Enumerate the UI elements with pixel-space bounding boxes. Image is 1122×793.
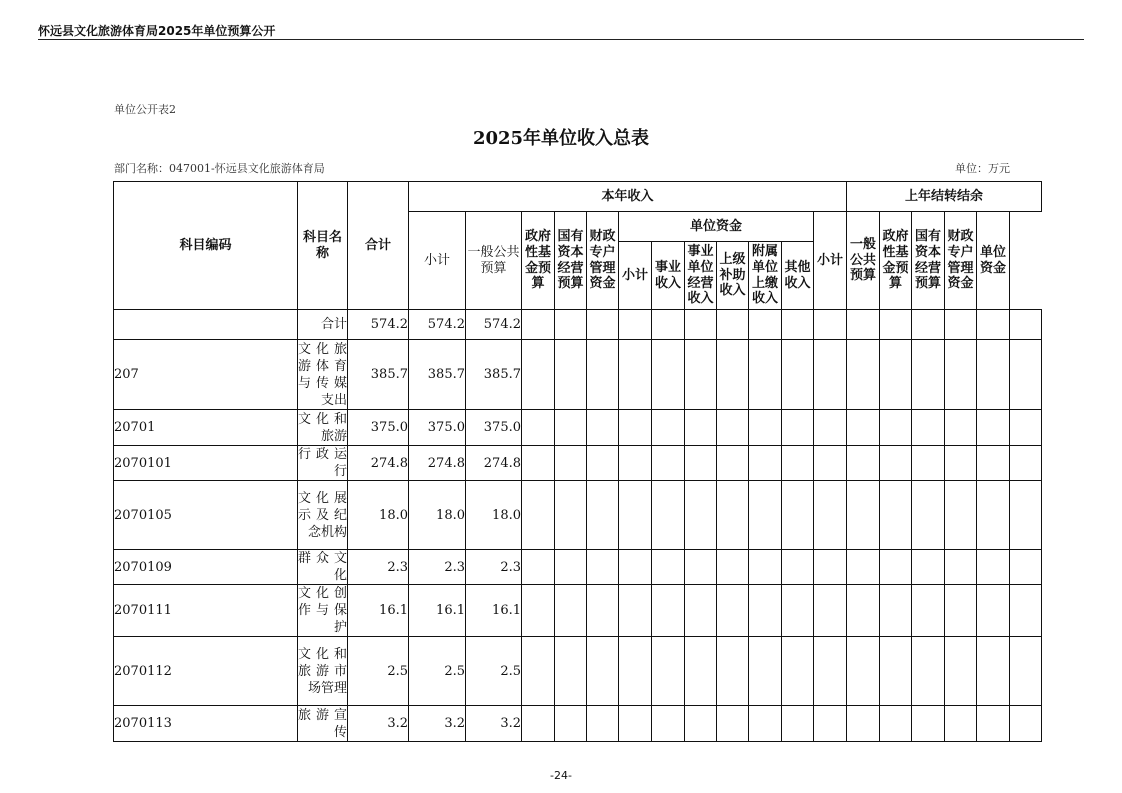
empty-cell [619,706,652,742]
table-row [114,550,1042,585]
row-subtotal: 574.2 [409,310,466,340]
row-name: 旅游宣传 [298,707,347,740]
empty-cell [912,637,945,706]
row-name: 合计 [298,310,348,340]
row-subtotal: 385.7 [409,340,466,410]
empty-cell [619,446,652,481]
empty-cell [782,310,814,340]
empty-cell [717,481,749,550]
empty-cell [814,310,847,340]
table-row [114,481,1042,550]
row-subtotal: 2.5 [409,637,466,706]
col-header-current-year: 本年收入 [409,182,847,212]
empty-cell [1010,585,1042,637]
row-general-budget: 2.3 [466,550,522,585]
col-header-superior-subsidy: 上级补助收入 [717,242,749,310]
empty-cell [749,310,782,340]
empty-cell [880,550,912,585]
empty-cell [652,585,685,637]
col-header-subtotal: 小计 [409,212,466,310]
empty-cell [652,706,685,742]
empty-cell [977,340,1010,410]
row-general-budget: 18.0 [466,481,522,550]
empty-cell [522,340,555,410]
unit-label: 单位：万元 [955,162,1010,175]
col-header-gov-fund: 政府性基金预算 [522,212,555,310]
empty-cell [880,637,912,706]
empty-cell [1010,410,1042,446]
col-header-business-unit-income: 事业单位经营收入 [685,242,717,310]
empty-cell [977,446,1010,481]
empty-cell [717,706,749,742]
row-subtotal: 375.0 [409,410,466,446]
table-row [114,340,1042,410]
row-code [114,310,298,340]
table-row [114,637,1042,706]
empty-cell [880,410,912,446]
department-label: 部门名称：047001-怀远县文化旅游体育局 [114,162,325,175]
empty-cell [1010,340,1042,410]
empty-cell [587,481,619,550]
empty-cell [847,310,880,340]
row-name: 文化和旅游 [298,411,347,444]
empty-cell [685,637,717,706]
empty-cell [782,481,814,550]
empty-cell [912,550,945,585]
empty-cell [555,481,587,550]
empty-cell [782,340,814,410]
table-row [114,310,1042,340]
empty-cell [847,637,880,706]
row-general-budget: 2.5 [466,637,522,706]
empty-cell [652,310,685,340]
empty-cell [814,410,847,446]
empty-cell [587,706,619,742]
empty-cell [522,446,555,481]
empty-cell [522,706,555,742]
empty-cell [977,550,1010,585]
empty-cell [912,340,945,410]
empty-cell [1010,550,1042,585]
empty-cell [782,637,814,706]
empty-cell [977,410,1010,446]
row-code: 2070112 [114,637,298,706]
empty-cell [555,310,587,340]
empty-cell [522,585,555,637]
empty-cell [847,446,880,481]
empty-cell [652,410,685,446]
empty-cell [685,446,717,481]
col-header-co-unit-funds: 单位资金 [977,212,1010,310]
empty-cell [749,446,782,481]
empty-cell [717,410,749,446]
empty-cell [587,410,619,446]
empty-cell [619,310,652,340]
row-code: 20701 [114,410,298,446]
row-total: 2.5 [348,637,409,706]
empty-cell [522,310,555,340]
empty-cell [977,637,1010,706]
row-name: 群众文化 [298,551,347,583]
empty-cell [945,310,977,340]
empty-cell [749,637,782,706]
row-general-budget: 274.8 [466,446,522,481]
empty-cell [652,481,685,550]
empty-cell [522,481,555,550]
col-header-state-capital: 国有资本经营预算 [555,212,587,310]
empty-cell [555,446,587,481]
empty-cell [1010,446,1042,481]
empty-cell [587,550,619,585]
empty-cell [717,340,749,410]
row-code: 2070113 [114,706,298,742]
empty-cell [1010,481,1042,550]
empty-cell [847,410,880,446]
row-general-budget: 574.2 [466,310,522,340]
row-subtotal: 16.1 [409,585,466,637]
empty-cell [717,310,749,340]
empty-cell [814,585,847,637]
empty-cell [685,410,717,446]
empty-cell [880,446,912,481]
empty-cell [847,706,880,742]
empty-cell [912,446,945,481]
empty-cell [912,481,945,550]
empty-cell [652,446,685,481]
empty-cell [847,340,880,410]
empty-cell [847,585,880,637]
empty-cell [912,585,945,637]
empty-cell [880,481,912,550]
page-number: -24- [550,769,572,782]
empty-cell [555,637,587,706]
empty-cell [717,637,749,706]
empty-cell [977,310,1010,340]
empty-cell [717,446,749,481]
row-general-budget: 385.7 [466,340,522,410]
empty-cell [847,550,880,585]
empty-cell [587,310,619,340]
empty-cell [782,410,814,446]
col-header-code: 科目编码 [114,182,298,310]
col-header-affiliated-payment: 附属单位上缴收入 [749,242,782,310]
row-total: 3.2 [348,706,409,742]
empty-cell [782,550,814,585]
empty-cell [977,706,1010,742]
empty-cell [652,637,685,706]
empty-cell [782,585,814,637]
col-header-carryover: 上年结转结余 [847,182,1042,212]
row-total: 574.2 [348,310,409,340]
empty-cell [880,706,912,742]
empty-cell [652,550,685,585]
empty-cell [749,481,782,550]
empty-cell [522,410,555,446]
col-header-unit-funds: 单位资金 [619,212,814,242]
table-row [114,706,1042,742]
table-number: 单位公开表2 [114,103,176,116]
col-header-total: 合计 [348,182,409,310]
empty-cell [685,550,717,585]
row-total: 18.0 [348,481,409,550]
empty-cell [619,410,652,446]
row-total: 375.0 [348,410,409,446]
row-name: 文化旅游体育与传媒支出 [298,341,347,408]
empty-cell [912,410,945,446]
empty-cell [814,637,847,706]
col-header-co-subtotal: 小计 [814,212,847,310]
empty-cell [685,481,717,550]
row-total: 274.8 [348,446,409,481]
row-name: 文化展示及纪念机构 [298,481,348,550]
empty-cell [555,585,587,637]
row-code: 2070101 [114,446,298,481]
empty-cell [749,550,782,585]
col-header-name: 科目名称 [298,182,348,310]
table-row [114,410,1042,446]
row-code: 207 [114,340,298,410]
empty-cell [619,585,652,637]
empty-cell [685,310,717,340]
empty-cell [749,585,782,637]
empty-cell [1010,706,1042,742]
empty-cell [912,706,945,742]
empty-cell [945,706,977,742]
empty-cell [945,585,977,637]
empty-cell [587,585,619,637]
empty-cell [912,310,945,340]
empty-cell [587,340,619,410]
empty-cell [555,550,587,585]
empty-cell [717,585,749,637]
row-general-budget: 375.0 [466,410,522,446]
col-header-co-gov-fund: 政府性基金预算 [880,212,912,310]
empty-cell [782,706,814,742]
empty-cell [555,410,587,446]
row-name: 行政运行 [298,447,347,479]
empty-cell [587,637,619,706]
empty-cell [619,637,652,706]
empty-cell [749,410,782,446]
empty-cell [782,446,814,481]
row-subtotal: 2.3 [409,550,466,585]
empty-cell [945,550,977,585]
empty-cell [977,481,1010,550]
empty-cell [880,585,912,637]
empty-cell [619,481,652,550]
empty-cell [945,410,977,446]
empty-cell [814,340,847,410]
col-header-co-state-capital: 国有资本经营预算 [912,212,945,310]
row-name: 文化创作与保护 [298,586,347,635]
row-subtotal: 18.0 [409,481,466,550]
empty-cell [685,706,717,742]
empty-cell [717,550,749,585]
table-row [114,585,1042,637]
row-subtotal: 3.2 [409,706,466,742]
empty-cell [814,446,847,481]
empty-cell [685,340,717,410]
empty-cell [945,637,977,706]
col-header-unit-subtotal: 小计 [619,242,652,310]
empty-cell [555,706,587,742]
row-total: 16.1 [348,585,409,637]
empty-cell [522,550,555,585]
col-header-business-income: 事业收入 [652,242,685,310]
row-subtotal: 274.8 [409,446,466,481]
empty-cell [749,340,782,410]
empty-cell [814,706,847,742]
col-header-fiscal-special: 财政专户管理资金 [587,212,619,310]
col-header-other-income: 其他收入 [782,242,814,310]
row-general-budget: 3.2 [466,706,522,742]
empty-cell [880,340,912,410]
empty-cell [880,310,912,340]
empty-cell [1010,310,1042,340]
header-divider [38,39,1084,40]
empty-cell [619,340,652,410]
empty-cell [977,585,1010,637]
income-summary-table [113,181,1042,742]
row-code: 2070109 [114,550,298,585]
running-header: 怀远县文化旅游体育局2025年单位预算公开 [38,24,276,38]
empty-cell [555,340,587,410]
empty-cell [814,481,847,550]
empty-cell [749,706,782,742]
col-header-general-budget: 一般公共预算 [466,212,522,310]
empty-cell [652,340,685,410]
empty-cell [587,446,619,481]
col-header-co-general-budget: 一般公共预算 [847,212,880,310]
empty-cell [847,481,880,550]
empty-cell [522,637,555,706]
row-code: 2070105 [114,481,298,550]
table-row [114,446,1042,481]
row-name: 文化和旅游市场管理 [298,637,348,706]
row-code: 2070111 [114,585,298,637]
empty-cell [945,446,977,481]
page-title: 2025年单位收入总表 [472,128,650,149]
empty-cell [685,585,717,637]
col-header-co-fiscal-special: 财政专户管理资金 [945,212,977,310]
empty-cell [1010,637,1042,706]
row-general-budget: 16.1 [466,585,522,637]
row-total: 2.3 [348,550,409,585]
empty-cell [619,550,652,585]
empty-cell [945,481,977,550]
empty-cell [814,550,847,585]
row-total: 385.7 [348,340,409,410]
empty-cell [945,340,977,410]
